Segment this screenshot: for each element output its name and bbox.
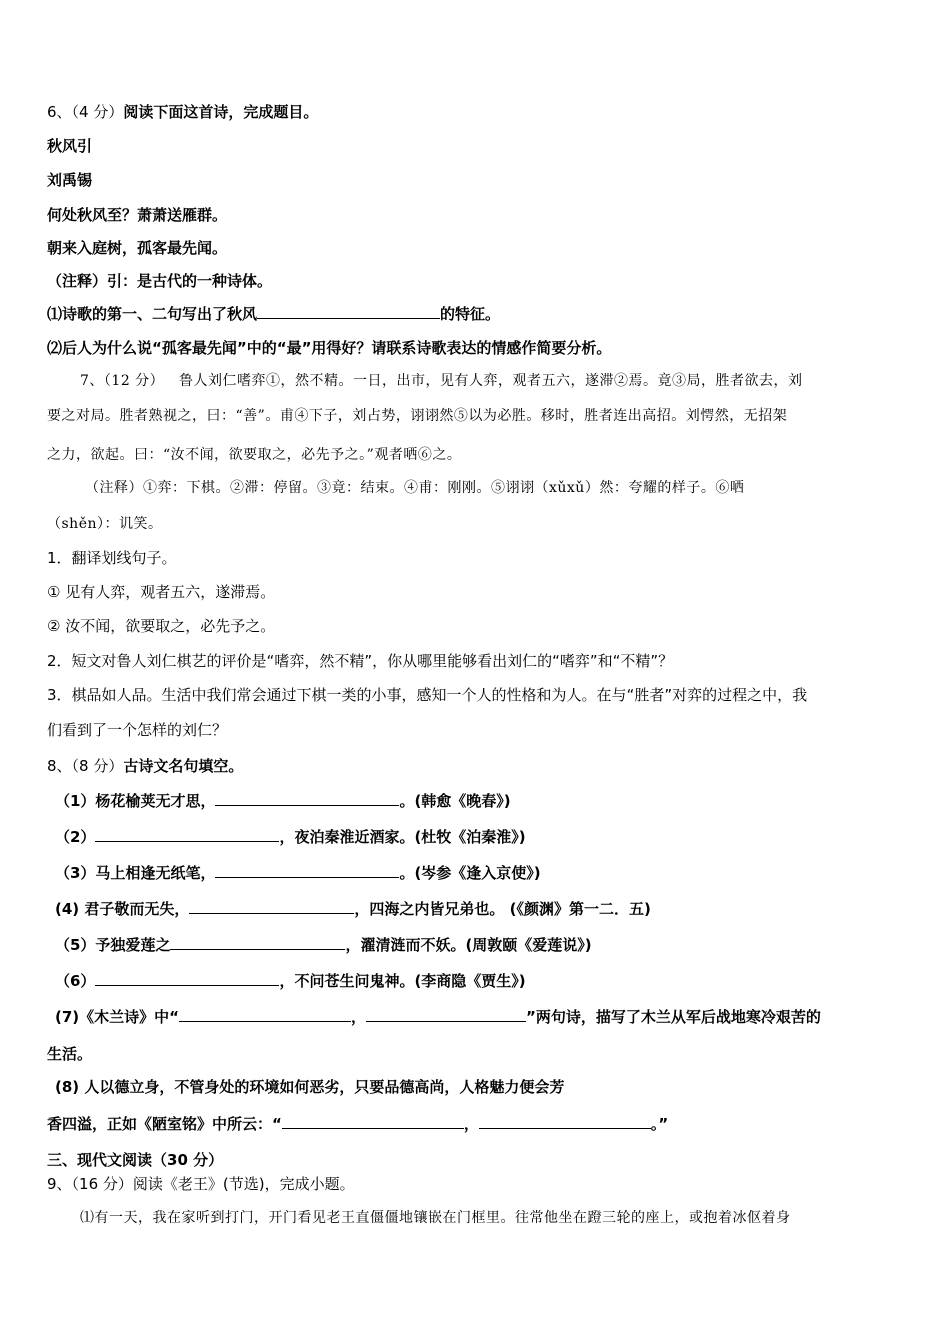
q8-item-7-text: (7)《木兰诗》中“ <box>55 1008 180 1026</box>
q8-item-8-end: 。” <box>650 1115 669 1133</box>
q6-sub1-blank[interactable] <box>257 304 440 319</box>
q7-note-line-2: （shěn）：讥笑。 <box>47 516 163 532</box>
q8-item-7-line-2: 生活。 <box>47 1045 93 1063</box>
q7-passage-line-2: 要之对局。胜者熟视之，曰：“善”。甫④下子，刘占势，诩诩然⑤以为必胜。移时，胜者连出高招。刘愕然，无招架 <box>47 408 788 424</box>
q8-item-4-blank[interactable] <box>189 899 354 914</box>
q7-sub3-line-1: 3．棋品如人品。生活中我们常会通过下棋一类的小事，感知一个人的性格和为人。在与“胜者”对弈的过程之中，我 <box>47 686 808 704</box>
q9-number: 9、（16 分） <box>47 1175 133 1193</box>
q8-item-2-text: （2） <box>55 828 96 846</box>
q7-sub3-line-2: 们看到了一个怎样的刘仁？ <box>47 721 228 739</box>
q8-item-2 <box>55 827 526 847</box>
poem-author: 刘禹锡 <box>47 171 93 189</box>
q9-para-1: ⑴有一天，我在家听到打门，开门看见老王直僵僵地镶嵌在门框里。往常他坐在蹬三轮的座上，或抱着冰伛着身 <box>80 1210 791 1226</box>
q6-instruction: 阅读下面这首诗，完成题目。 <box>123 103 319 121</box>
q9-header <box>47 1174 355 1194</box>
q7-note-line-1: （注释）①弈：下棋。②滞：停留。③竟：结束。④甫：刚刚。⑤诩诩（xǔxǔ）然：夸耀的样子。⑥哂 <box>85 480 745 496</box>
q7-sub1-a: ① 见有人弈，观者五六，遂滞焉。 <box>47 583 276 601</box>
q8-item-3-blank[interactable] <box>215 863 399 878</box>
poem-line-1: 何处秋风至？萧萧送雁群。 <box>47 206 228 224</box>
section-3-heading: 三、现代文阅读（30 分） <box>47 1151 224 1169</box>
q8-item-6-source: ，不问苍生问鬼神。(李商隐《贾生》) <box>279 972 526 990</box>
q8-item-4 <box>55 899 651 919</box>
q8-item-6-blank[interactable] <box>95 971 279 986</box>
q6-sub1-suffix: 的特征。 <box>440 305 501 323</box>
q8-item-3 <box>55 863 541 883</box>
q8-item-5 <box>55 935 592 955</box>
q8-header <box>47 756 243 776</box>
q8-item-3-text: （3）马上相逢无纸笔， <box>55 864 216 882</box>
q8-instruction: 古诗文名句填空。 <box>123 757 244 775</box>
q8-item-7 <box>55 1007 821 1027</box>
q7-passage-text-1: 鲁人刘仁嗜弈①，然不精。一日，出市，见有人弈，观者五六，遂滞②焉。竟③局，胜者欲去，刘 <box>179 373 803 389</box>
q7-number: 7、（12 分） <box>80 373 165 389</box>
q8-item-7-blank-1[interactable] <box>179 1007 351 1022</box>
q6-sub2: ⑵后人为什么说“孤客最先闻”中的“最”用得好？请联系诗歌表达的情感作简要分析。 <box>47 339 612 357</box>
q8-item-7-blank-2[interactable] <box>366 1007 526 1022</box>
q7-passage-line-1 <box>80 371 803 391</box>
q8-item-2-source: ，夜泊秦淮近酒家。(杜牧《泊秦淮》) <box>279 828 526 846</box>
q6-header <box>47 102 318 122</box>
q8-item-7-comma: ， <box>351 1008 367 1026</box>
q8-number: 8、（8 分） <box>47 757 124 775</box>
q8-item-5-source: ，濯清涟而不妖。(周敦颐《爱莲说》) <box>345 936 592 954</box>
q8-item-8-comma: ， <box>463 1115 479 1133</box>
q8-item-8-blank-1[interactable] <box>282 1114 464 1129</box>
q7-passage-line-3: 之力，欲起。曰：“汝不闻，欲要取之，必先予之。”观者哂⑥之。 <box>47 447 462 463</box>
q7-sub1: 1．翻译划线句子。 <box>47 549 177 567</box>
q8-item-2-blank[interactable] <box>95 827 279 842</box>
q8-item-8-text: 香四溢，正如《陋室铭》中所云：“ <box>47 1115 282 1133</box>
q6-number: 6、（4 分） <box>47 103 124 121</box>
q6-sub1 <box>47 304 500 324</box>
q6-sub1-text: ⑴诗歌的第一、二句写出了秋风 <box>47 305 258 323</box>
q8-item-8-blank-2[interactable] <box>479 1114 651 1129</box>
q8-item-7-desc: ”两句诗，描写了木兰从军后战地寒冷艰苦的 <box>526 1008 821 1026</box>
q7-sub1-b: ② 汝不闻，欲要取之，必先予之。 <box>47 617 276 635</box>
q8-item-1 <box>55 791 511 811</box>
q8-item-4-text: (4) 君子敬而无失， <box>55 900 190 918</box>
q8-item-3-source: 。(岑参《逢入京使》) <box>399 864 541 882</box>
q6-note: （注释）引：是古代的一种诗体。 <box>47 272 273 290</box>
q8-item-6-text: （6） <box>55 972 96 990</box>
poem-line-2: 朝来入庭树，孤客最先闻。 <box>47 239 228 257</box>
poem-title: 秋风引 <box>47 137 93 155</box>
q8-item-4-source: ，四海之内皆兄弟也。 (《颜渊》第一二．五) <box>354 900 651 918</box>
q8-item-5-text: （5）予独爱莲之 <box>55 936 171 954</box>
q8-item-1-source: 。(韩愈《晚春》) <box>399 792 511 810</box>
q7-sub2: 2．短文对鲁人刘仁棋艺的评价是“嗜弈，然不精”，你从哪里能够看出刘仁的“嗜弈”和“不精”？ <box>47 652 674 670</box>
q8-item-8-line-1: (8) 人以德立身，不管身处的环境如何恶劣，只要品德高尚，人格魅力便会芳 <box>55 1078 565 1096</box>
q8-item-1-text: （1）杨花榆荚无才思， <box>55 792 216 810</box>
q8-item-8-line-2 <box>47 1114 668 1134</box>
q8-item-6 <box>55 971 526 991</box>
q8-item-1-blank[interactable] <box>215 791 399 806</box>
q8-item-5-blank[interactable] <box>170 935 345 950</box>
q9-instruction: 阅读《老王》(节选)，完成小题。 <box>132 1175 355 1193</box>
